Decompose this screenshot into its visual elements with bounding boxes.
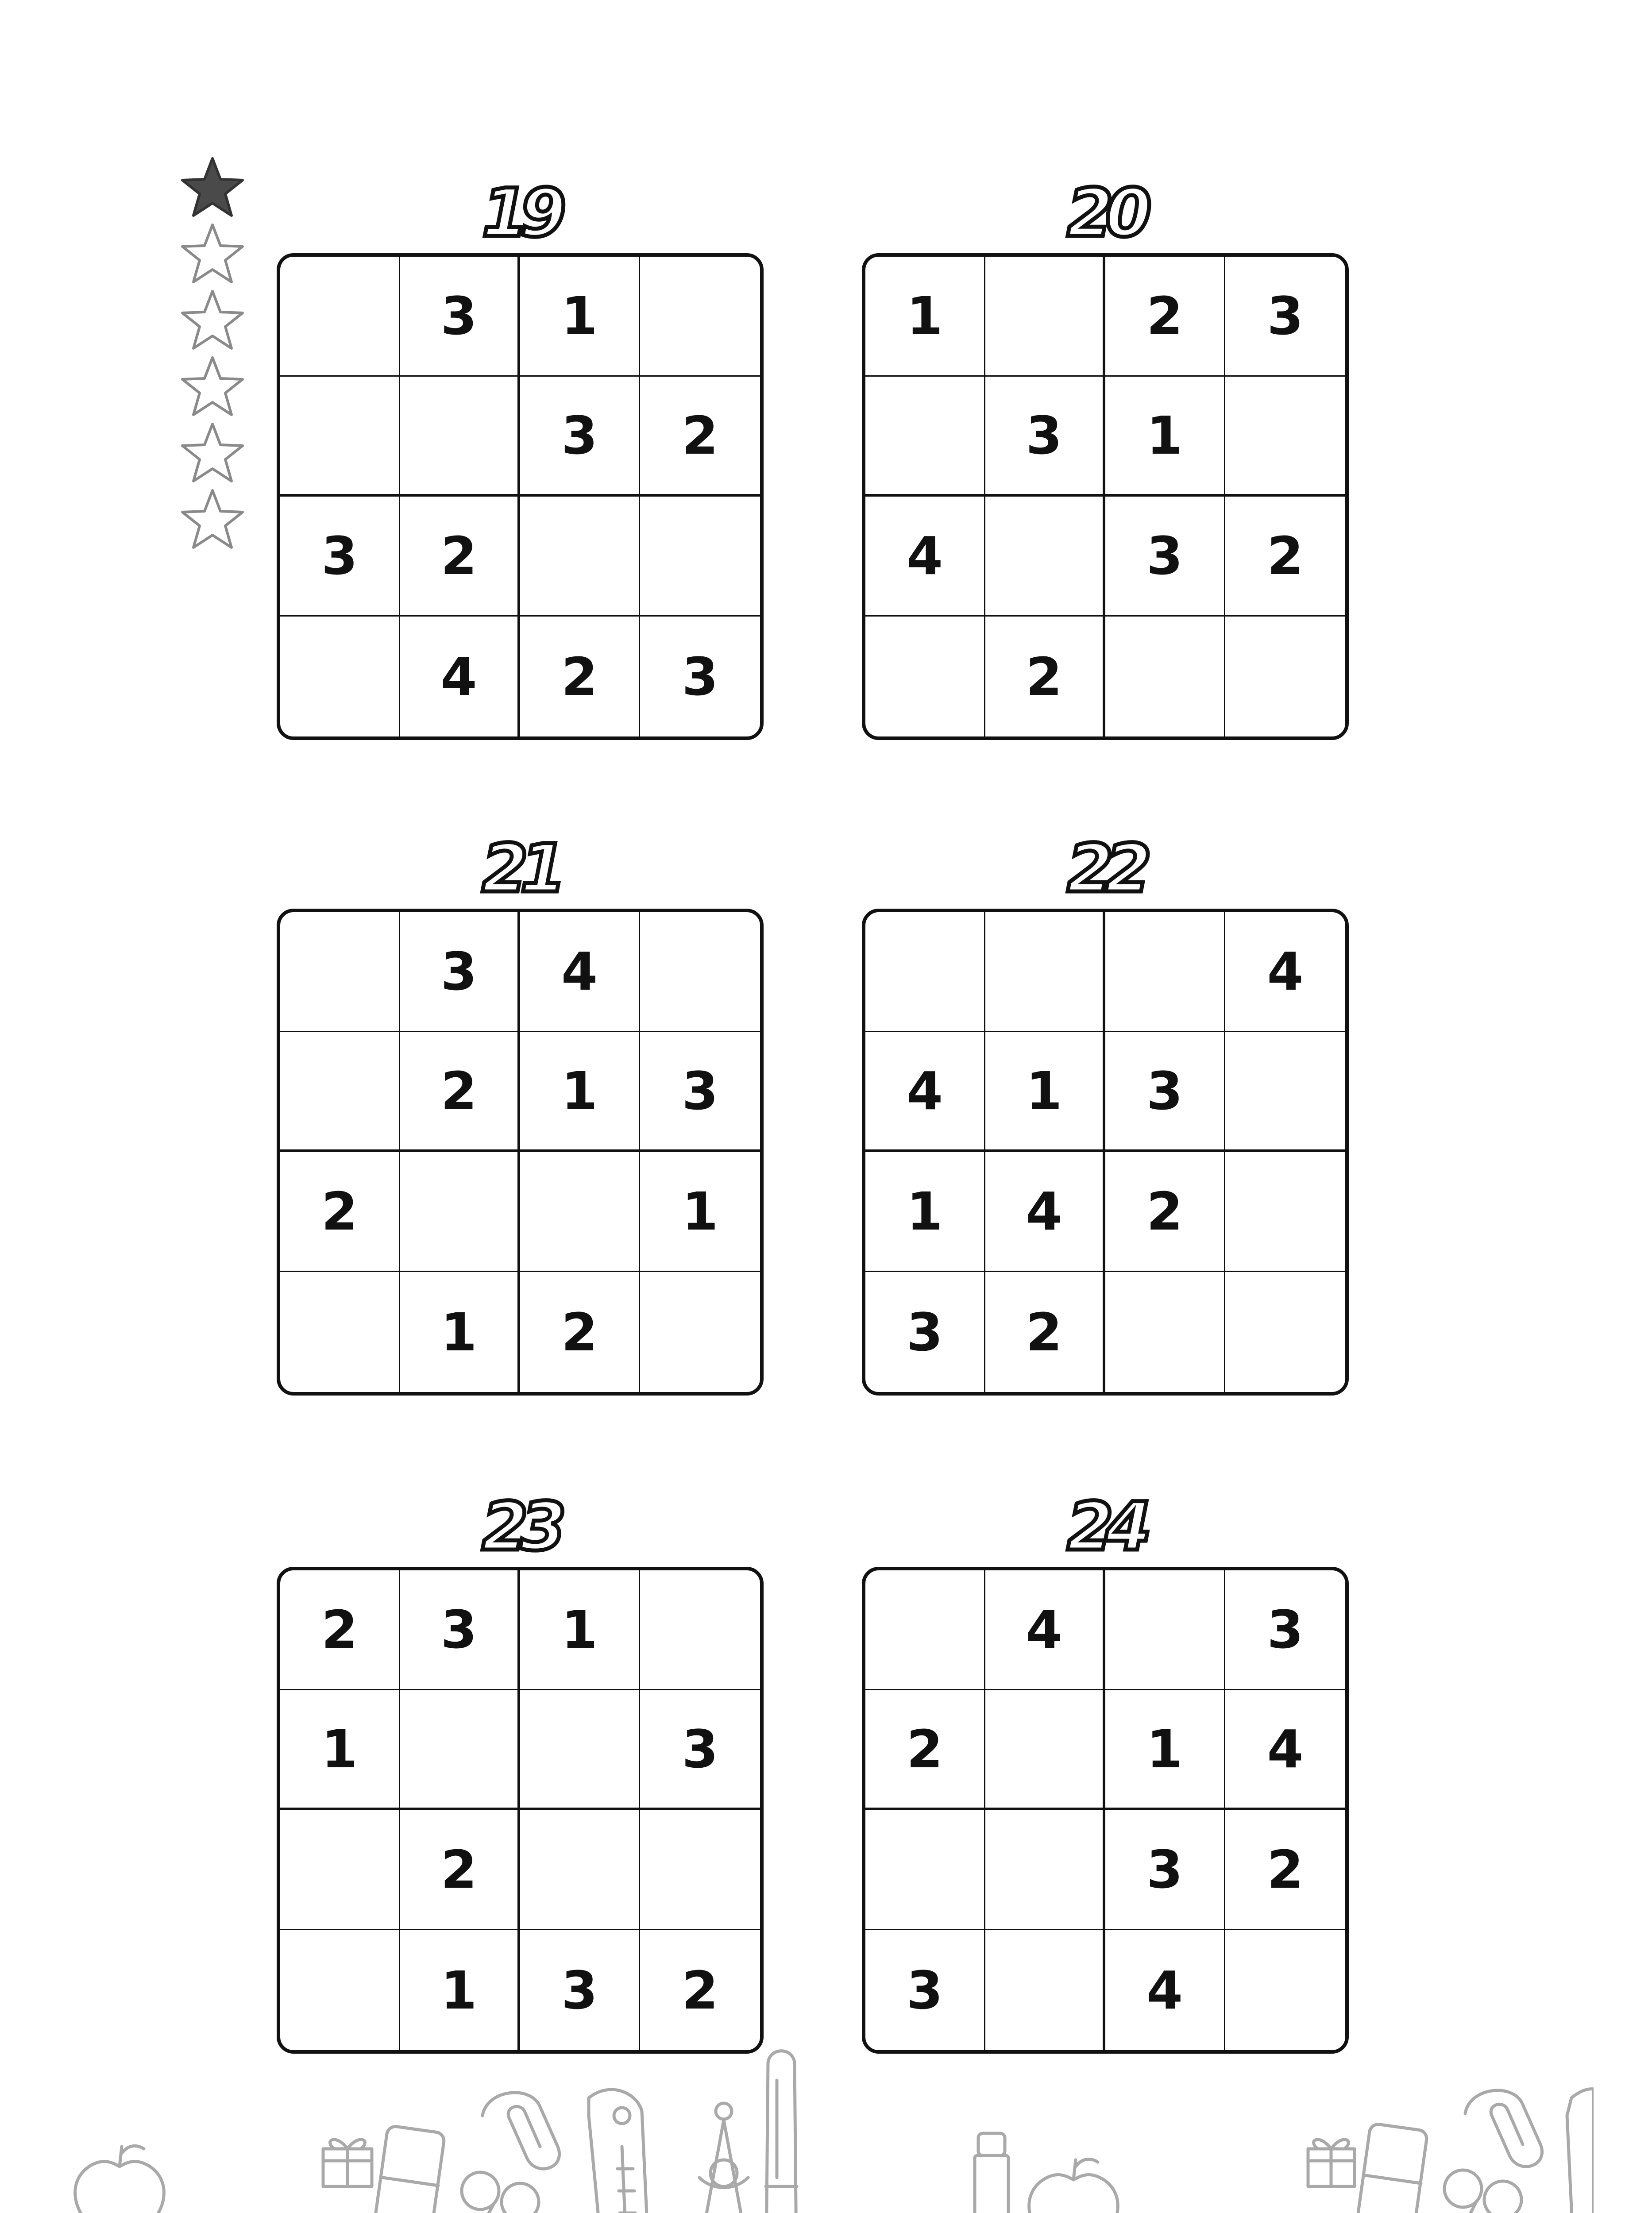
sudoku-cell — [1105, 617, 1225, 736]
sudoku-cell: 3 — [400, 912, 520, 1032]
star-icon — [179, 420, 246, 487]
sudoku-cell: 3 — [682, 646, 718, 707]
sudoku-cell: 1 — [1105, 1690, 1225, 1810]
sudoku-cell: 3 — [1105, 1810, 1225, 1930]
compass-icon — [691, 2103, 757, 2213]
sudoku-cell — [640, 1272, 760, 1392]
star-icon — [179, 288, 246, 354]
puzzle-number: 19 — [482, 175, 559, 252]
sudoku-cell: 3 — [520, 1930, 640, 2050]
sudoku-cell: 2 — [400, 1032, 520, 1152]
sudoku-cell: 1 — [520, 1570, 640, 1690]
sudoku-grid — [862, 253, 1349, 740]
sudoku-cell: 1 — [400, 1930, 520, 2050]
sudoku-cell: 3 — [1225, 1570, 1345, 1690]
sudoku-cell — [640, 912, 760, 1032]
paperclip-icon — [482, 2093, 560, 2169]
sudoku-cell: 1 — [280, 1690, 400, 1810]
sudoku-cell — [985, 912, 1105, 1032]
cutter-icon — [1567, 2089, 1594, 2213]
sudoku-cell: 4 — [865, 497, 985, 617]
sudoku-cell — [985, 1930, 1105, 2050]
sudoku-cell — [640, 257, 760, 377]
sudoku-cell — [640, 497, 760, 617]
school-supplies-border — [62, 2045, 1594, 2213]
sudoku-cell: 4 — [1225, 912, 1345, 1032]
sudoku-cell: 2 — [280, 1570, 400, 1690]
sudoku-cell: 4 — [400, 617, 520, 736]
sudoku-cell: 4 — [865, 1032, 985, 1152]
sudoku-cell: 1 — [640, 1152, 760, 1272]
difficulty-rating — [179, 155, 250, 553]
sudoku-cell: 4 — [985, 1152, 1105, 1272]
eraser-icon — [374, 2125, 445, 2213]
gift-icon — [323, 2140, 372, 2186]
sudoku-cell: 2 — [1105, 1152, 1225, 1272]
star-icon — [179, 221, 246, 288]
sudoku-cell: 3 — [865, 1930, 985, 2050]
sudoku-cell: 2 — [1105, 257, 1225, 377]
sudoku-cell — [1105, 1570, 1225, 1690]
sudoku-cell — [1225, 617, 1345, 736]
sudoku-cell: 1 — [1105, 377, 1225, 497]
pen-icon — [766, 2051, 797, 2213]
sudoku-grid — [862, 909, 1349, 1396]
sudoku-cell: 2 — [1225, 497, 1345, 617]
sudoku-cell — [280, 617, 400, 736]
sudoku-cell — [400, 377, 520, 497]
sudoku-cell — [985, 1810, 1105, 1930]
sudoku-cell — [1105, 912, 1225, 1032]
cutter-icon — [589, 2090, 651, 2213]
sudoku-cell: 4 — [520, 912, 640, 1032]
sudoku-cell: 2 — [682, 1959, 718, 2021]
sudoku-cell: 2 — [865, 1690, 985, 1810]
sudoku-cell — [280, 1032, 400, 1152]
sudoku-cell: 3 — [985, 377, 1105, 497]
sudoku-cell — [1105, 1272, 1225, 1392]
scissors-icon — [443, 2172, 539, 2213]
sudoku-grid — [862, 1567, 1349, 2054]
star-icon — [179, 487, 246, 553]
sudoku-cell — [520, 497, 640, 617]
sudoku-cell — [1225, 1152, 1345, 1272]
sudoku-cell — [1225, 1272, 1345, 1392]
sudoku-cell — [865, 1810, 985, 1930]
sudoku-cell: 3 — [1105, 1032, 1225, 1152]
sudoku-cell — [400, 1690, 520, 1810]
sudoku-cell — [280, 257, 400, 377]
sudoku-cell — [640, 1570, 760, 1690]
sudoku-cell: 2 — [400, 1810, 520, 1930]
sudoku-cell: 3 — [640, 1032, 760, 1152]
sudoku-cell: 3 — [520, 377, 640, 497]
sudoku-cell: 1 — [520, 1032, 640, 1152]
sudoku-cell: 3 — [400, 257, 520, 377]
sudoku-cell: 2 — [520, 1272, 640, 1392]
sudoku-cell: 1 — [985, 1032, 1105, 1152]
sudoku-cell — [520, 1690, 640, 1810]
sudoku-cell: 2 — [985, 1272, 1105, 1392]
eraser-icon — [1357, 2123, 1428, 2213]
sudoku-cell — [280, 1810, 400, 1930]
paperclip-icon — [1465, 2090, 1542, 2167]
sudoku-cell — [1225, 377, 1345, 497]
sudoku-cell: 1 — [865, 257, 985, 377]
sudoku-cell — [985, 497, 1105, 617]
scissors-icon — [1425, 2170, 1521, 2213]
puzzle-number: 22 — [1067, 830, 1144, 907]
sudoku-cell — [865, 1570, 985, 1690]
sudoku-cell: 1 — [865, 1152, 985, 1272]
sudoku-cell: 3 — [280, 497, 400, 617]
apple-icon — [1029, 2159, 1118, 2213]
sudoku-grid — [277, 909, 764, 1396]
sudoku-cell: 1 — [400, 1272, 520, 1392]
sudoku-cell: 4 — [985, 1570, 1105, 1690]
sudoku-cell: 1 — [520, 257, 640, 377]
sudoku-cell — [280, 377, 400, 497]
sudoku-cell — [280, 912, 400, 1032]
glue-stick-icon — [975, 2133, 1008, 2213]
sudoku-cell: 3 — [640, 1690, 760, 1810]
sudoku-cell — [865, 912, 985, 1032]
sudoku-cell — [640, 1810, 760, 1930]
sudoku-cell: 3 — [400, 1570, 520, 1690]
sudoku-cell: 2 — [280, 1152, 400, 1272]
gift-icon — [1308, 2140, 1355, 2186]
star-icon — [179, 354, 246, 420]
sudoku-cell — [520, 1810, 640, 1930]
sudoku-grid — [277, 1567, 764, 2054]
sudoku-cell — [1225, 1930, 1345, 2050]
sudoku-cell: 4 — [1105, 1930, 1225, 2050]
sudoku-grid — [277, 253, 764, 740]
sudoku-cell — [865, 377, 985, 497]
apple-icon — [75, 2146, 164, 2213]
sudoku-cell: 2 — [1225, 1810, 1345, 1930]
sudoku-cell — [400, 1152, 520, 1272]
sudoku-cell — [985, 257, 1105, 377]
sudoku-cell — [1225, 1032, 1345, 1152]
star-icon — [179, 155, 246, 221]
puzzle-number: 24 — [1067, 1488, 1144, 1565]
sudoku-cell: 2 — [640, 377, 760, 497]
sudoku-cell — [865, 617, 985, 736]
sudoku-cell — [280, 1272, 400, 1392]
sudoku-cell: 3 — [1105, 497, 1225, 617]
puzzle-number: 21 — [482, 830, 559, 907]
puzzle-number: 20 — [1067, 175, 1144, 252]
sudoku-cell: 2 — [400, 497, 520, 617]
puzzle-number: 23 — [482, 1488, 559, 1565]
sudoku-cell — [280, 1930, 400, 2050]
sudoku-cell — [985, 1690, 1105, 1810]
sudoku-cell: 4 — [1225, 1690, 1345, 1810]
sudoku-cell: 2 — [520, 617, 640, 736]
sudoku-cell — [520, 1152, 640, 1272]
sudoku-cell: 2 — [985, 617, 1105, 736]
sudoku-cell: 3 — [1225, 257, 1345, 377]
sudoku-cell: 3 — [865, 1272, 985, 1392]
